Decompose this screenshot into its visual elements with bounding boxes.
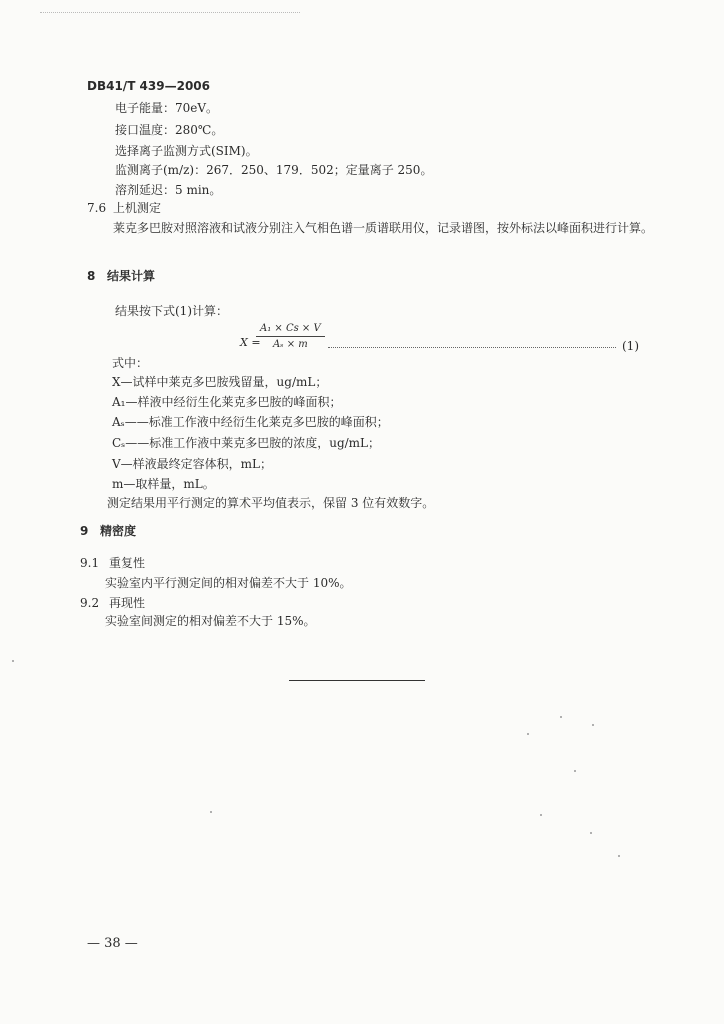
formula-lhs: X = (240, 336, 261, 349)
section-9-1-body: 实验室内平行测定间的相对偏差不大于 10%。 (105, 576, 352, 590)
scan-artifact-line (40, 12, 300, 13)
param-monitor-ions: 监测离子(m/z)：267．250、179．502；定量离子 250。 (115, 163, 433, 177)
section-9-2-number: 9.2 (80, 596, 100, 610)
section-7-6-number: 7.6 (87, 201, 107, 215)
scan-speck (540, 814, 542, 816)
result-note: 测定结果用平行测定的算术平均值表示，保留 3 位有效数字。 (107, 496, 435, 510)
formula-denominator: Aₛ × m (272, 339, 308, 350)
section-9-number: 9 (80, 524, 89, 538)
section-9-2-title: 再现性 (109, 596, 146, 610)
variable-definition: V—样液最终定容体积，mL； (112, 457, 273, 471)
section-9-1-number: 9.1 (80, 556, 100, 570)
end-of-document-rule (289, 680, 425, 681)
section-9-title: 精密度 (100, 524, 137, 538)
param-electron-energy: 电子能量：70eV。 (115, 101, 219, 115)
section-9-2-body: 实验室间测定的相对偏差不大于 15%。 (105, 614, 316, 628)
scan-speck (560, 716, 562, 718)
scan-speck (12, 660, 14, 662)
variable-definition: Cₛ——标准工作液中莱克多巴胺的浓度，ug/mL； (112, 436, 381, 450)
variable-definition: m—取样量，mL。 (112, 477, 215, 491)
page-number: — 38 — (87, 936, 138, 951)
param-solvent-delay: 溶剂延迟：5 min。 (115, 183, 222, 197)
document-code: DB41/T 439—2006 (87, 79, 210, 93)
section-7-6-title: 上机测定 (113, 201, 162, 215)
scan-speck (592, 724, 594, 726)
scan-speck (574, 770, 576, 772)
section-9-1-title: 重复性 (109, 556, 146, 570)
formula-fraction (256, 323, 325, 350)
formula-number: (1) (622, 339, 639, 353)
formula-leader-dots (328, 347, 616, 348)
param-sim-mode: 选择离子监测方式(SIM)。 (115, 144, 258, 158)
variable-definition: Aₛ——标准工作液中经衍生化莱克多巴胺的峰面积； (112, 415, 389, 429)
section-8-title: 结果计算 (107, 269, 156, 283)
formula-numerator: A₁ × Cs × V (256, 323, 325, 337)
scan-speck (210, 811, 212, 813)
param-interface-temp: 接口温度：280℃。 (115, 123, 224, 137)
section-7-6-body: 莱克多巴胺对照溶液和试液分别注入气相色谱一质谱联用仪，记录谱图，按外标法以峰面积进行计算。 (113, 221, 654, 235)
scan-speck (618, 855, 620, 857)
where-label: 式中： (112, 356, 149, 370)
variable-definition: A₁—样液中经衍生化莱克多巴胺的峰面积； (112, 395, 342, 409)
variable-definition: X—试样中莱克多巴胺残留量，ug/mL； (112, 375, 328, 389)
scan-speck (527, 733, 529, 735)
section-8-intro: 结果按下式(1)计算： (115, 304, 228, 318)
section-8-number: 8 (87, 269, 96, 283)
scan-speck (590, 832, 592, 834)
